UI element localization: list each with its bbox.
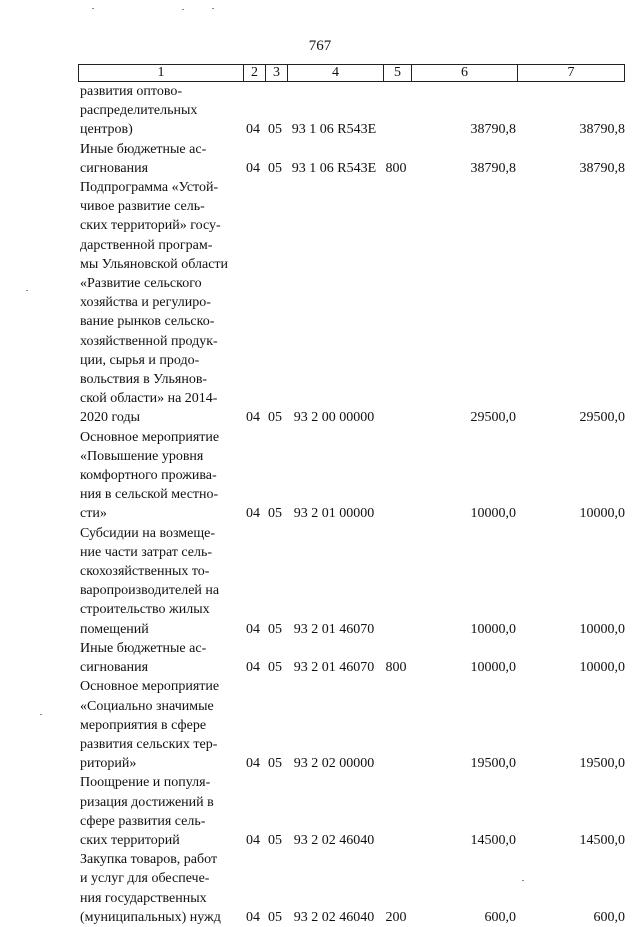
- cell-amount-2: 10000,0: [579, 660, 625, 676]
- cell-subsection: 05: [268, 756, 282, 772]
- cell-amount-1: 10000,0: [470, 660, 516, 676]
- cell-amount-1: 38790,8: [470, 160, 516, 176]
- cell-target-code: 93 2 02 00000: [293, 756, 375, 772]
- cell-target-code: 93 2 02 46040: [293, 909, 375, 925]
- row-description: Иные бюджетные ас- сигнования: [80, 640, 207, 676]
- row-description: Основное мероприятие «Повышение уровня комфортного прожива- ния в сельской местно- сти»: [80, 429, 220, 522]
- scan-speck: [26, 290, 28, 291]
- cell-amount-1: 29500,0: [470, 410, 516, 426]
- header-col-2: 2: [244, 65, 266, 81]
- cell-target-code: 93 1 06 R543E: [291, 160, 377, 176]
- scan-speck: [212, 8, 214, 9]
- cell-section: 04: [246, 909, 260, 925]
- table-row: [80, 850, 625, 927]
- cell-target-code: 93 2 02 46040: [293, 832, 375, 848]
- cell-subsection: 05: [268, 660, 282, 676]
- cell-target-code: 93 2 01 00000: [293, 506, 375, 522]
- cell-section: 04: [246, 756, 260, 772]
- table-row: [80, 524, 625, 639]
- table-row: [80, 178, 625, 428]
- header-col-6: 6: [412, 65, 518, 81]
- header-col-1: 1: [79, 65, 244, 81]
- cell-target-code: 93 2 01 46070: [293, 660, 375, 676]
- cell-expense-type: 200: [385, 909, 407, 925]
- table-row: [80, 82, 625, 140]
- cell-section: 04: [246, 832, 260, 848]
- cell-amount-1: 19500,0: [470, 756, 516, 772]
- cell-subsection: 05: [268, 160, 282, 176]
- cell-section: 04: [246, 160, 260, 176]
- table-header: [78, 64, 625, 82]
- budget-table: [80, 82, 625, 927]
- scan-speck: [40, 714, 42, 715]
- scan-speck: [182, 9, 184, 10]
- cell-section: 04: [246, 122, 260, 138]
- cell-section: 04: [246, 621, 260, 637]
- cell-subsection: 05: [268, 621, 282, 637]
- cell-subsection: 05: [268, 909, 282, 925]
- cell-amount-2: 38790,8: [579, 160, 625, 176]
- row-description: Поощрение и популя- ризация достижений в сфере развития сель- ских территорий: [80, 775, 214, 848]
- cell-amount-1: 14500,0: [470, 832, 516, 848]
- cell-subsection: 05: [268, 832, 282, 848]
- cell-amount-2: 38790,8: [579, 122, 625, 138]
- scan-speck: [522, 880, 524, 881]
- cell-subsection: 05: [268, 410, 282, 426]
- cell-amount-2: 10000,0: [579, 506, 625, 522]
- row-description: Закупка товаров, работ и услуг для обеспече- ния государственных (муниципальных) нужд: [80, 852, 221, 925]
- scan-speck: [92, 8, 94, 9]
- row-description: Иные бюджетные ас- сигнования: [80, 141, 207, 176]
- cell-target-code: 93 1 06 R543E: [291, 122, 377, 138]
- table-row: [80, 773, 625, 850]
- header-col-5: 5: [384, 65, 412, 81]
- cell-section: 04: [246, 410, 260, 426]
- cell-subsection: 05: [268, 506, 282, 522]
- cell-target-code: 93 2 01 46070: [293, 621, 375, 637]
- cell-amount-2: 600,0: [593, 909, 625, 925]
- cell-target-code: 93 2 00 00000: [293, 410, 375, 426]
- page-number: 767: [308, 38, 332, 54]
- row-description: Субсидии на возмеще- ние части затрат сель- скохозяйственных то- варопроизводителей на строительство жилых помещений: [80, 525, 220, 637]
- cell-amount-2: 10000,0: [579, 621, 625, 637]
- cell-amount-1: 10000,0: [470, 506, 516, 522]
- cell-section: 04: [246, 506, 260, 522]
- cell-amount-1: 38790,8: [470, 122, 516, 138]
- cell-expense-type: 800: [385, 660, 407, 676]
- table-row: [80, 639, 625, 677]
- row-description: Подпрограмма «Устой- чивое развитие сель- ских территорий» госу- дарственной програм- мы Ульяновской области «Развитие сельского хозяйства и регулиро- вание рынков сельско- хозяйственной продук- ции, сырья и продо- вольствия в Ульянов- ской области» на 2014- 2020 годы: [80, 180, 229, 426]
- cell-subsection: 05: [268, 122, 282, 138]
- cell-amount-1: 10000,0: [470, 621, 516, 637]
- table-row: [80, 677, 625, 773]
- cell-amount-1: 600,0: [484, 909, 516, 925]
- row-description: Основное мероприятие «Социально значимые мероприятия в сфере развития сельских тер- риторий»: [80, 679, 220, 772]
- cell-expense-type: 800: [385, 160, 407, 176]
- cell-amount-2: 29500,0: [579, 410, 625, 426]
- header-col-3: 3: [266, 65, 288, 81]
- cell-amount-2: 14500,0: [579, 832, 625, 848]
- header-col-4: 4: [288, 65, 384, 81]
- cell-section: 04: [246, 660, 260, 676]
- table-row: [80, 428, 625, 524]
- row-description: развития оптово- распределительных центров): [80, 84, 198, 138]
- header-col-7: 7: [567, 65, 575, 80]
- cell-amount-2: 19500,0: [579, 756, 625, 772]
- table-row: [80, 140, 625, 178]
